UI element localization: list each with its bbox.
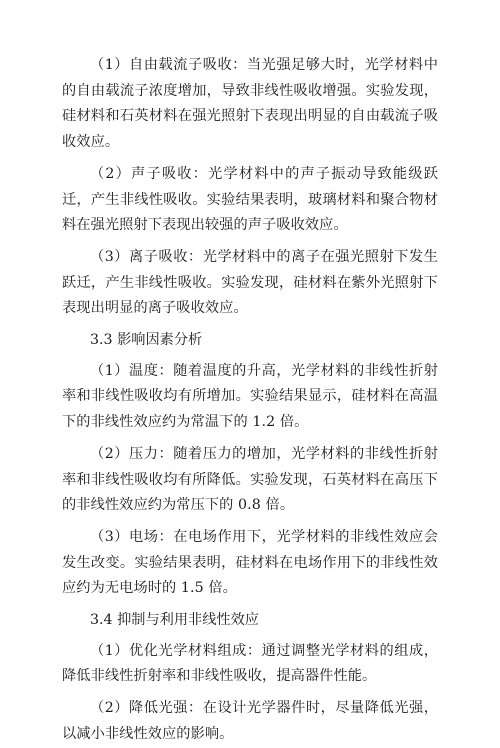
paragraph-optimize-composition: （1）优化光学材料组成：通过调整光学材料的组成，降低非线性折射率和非线性吸收，提高器件性能。	[62, 642, 438, 685]
paragraph-free-carrier-absorption: （1）自由载流子吸收：当光强足够大时，光学材料中的自由载流子浓度增加，导致非线性吸收增强。实验发现，硅材料和石英材料在强光照射下表现出明显的自由载流子吸收效应。	[62, 57, 438, 151]
section-heading-3-4: 3.4 抑制与利用非线性效应	[90, 612, 259, 629]
section-heading-3-3: 3.3 影响因素分析	[90, 332, 203, 349]
paragraph-electric-field: （3）电场：在电场作用下，光学材料的非线性效应会发生改变。实验结果表明，硅材料在电场作用下的非线性效应约为无电场时的 1.5 倍。	[62, 528, 438, 597]
paragraph-ion-absorption: （3）离子吸收：光学材料中的离子在强光照射下发生跃迁，产生非线性吸收。实验发现，硅材料在紫外光照射下表现出明显的离子吸收效应。	[62, 248, 438, 317]
paragraph-reduce-intensity: （2）降低光强：在设计光学器件时，尽量降低光强，以减小非线性效应的影响。	[62, 700, 438, 742]
paragraph-phonon-absorption: （2）声子吸收：光学材料中的声子振动导致能级跃迁，产生非线性吸收。实验结果表明，玻璃材料和聚合物材料在强光照射下表现出较强的声子吸收效应。	[62, 165, 438, 234]
paragraph-temperature: （1）温度：随着温度的升高，光学材料的非线性折射率和非线性吸收均有所增加。实验结果显示，硅材料在高温下的非线性效应约为常温下的 1.2 倍。	[62, 362, 438, 431]
paragraph-pressure: （2）压力：随着压力的增加，光学材料的非线性折射率和非线性吸收均有所降低。实验发现，石英材料在高压下的非线性效应约为常压下的 0.8 倍。	[62, 445, 438, 514]
